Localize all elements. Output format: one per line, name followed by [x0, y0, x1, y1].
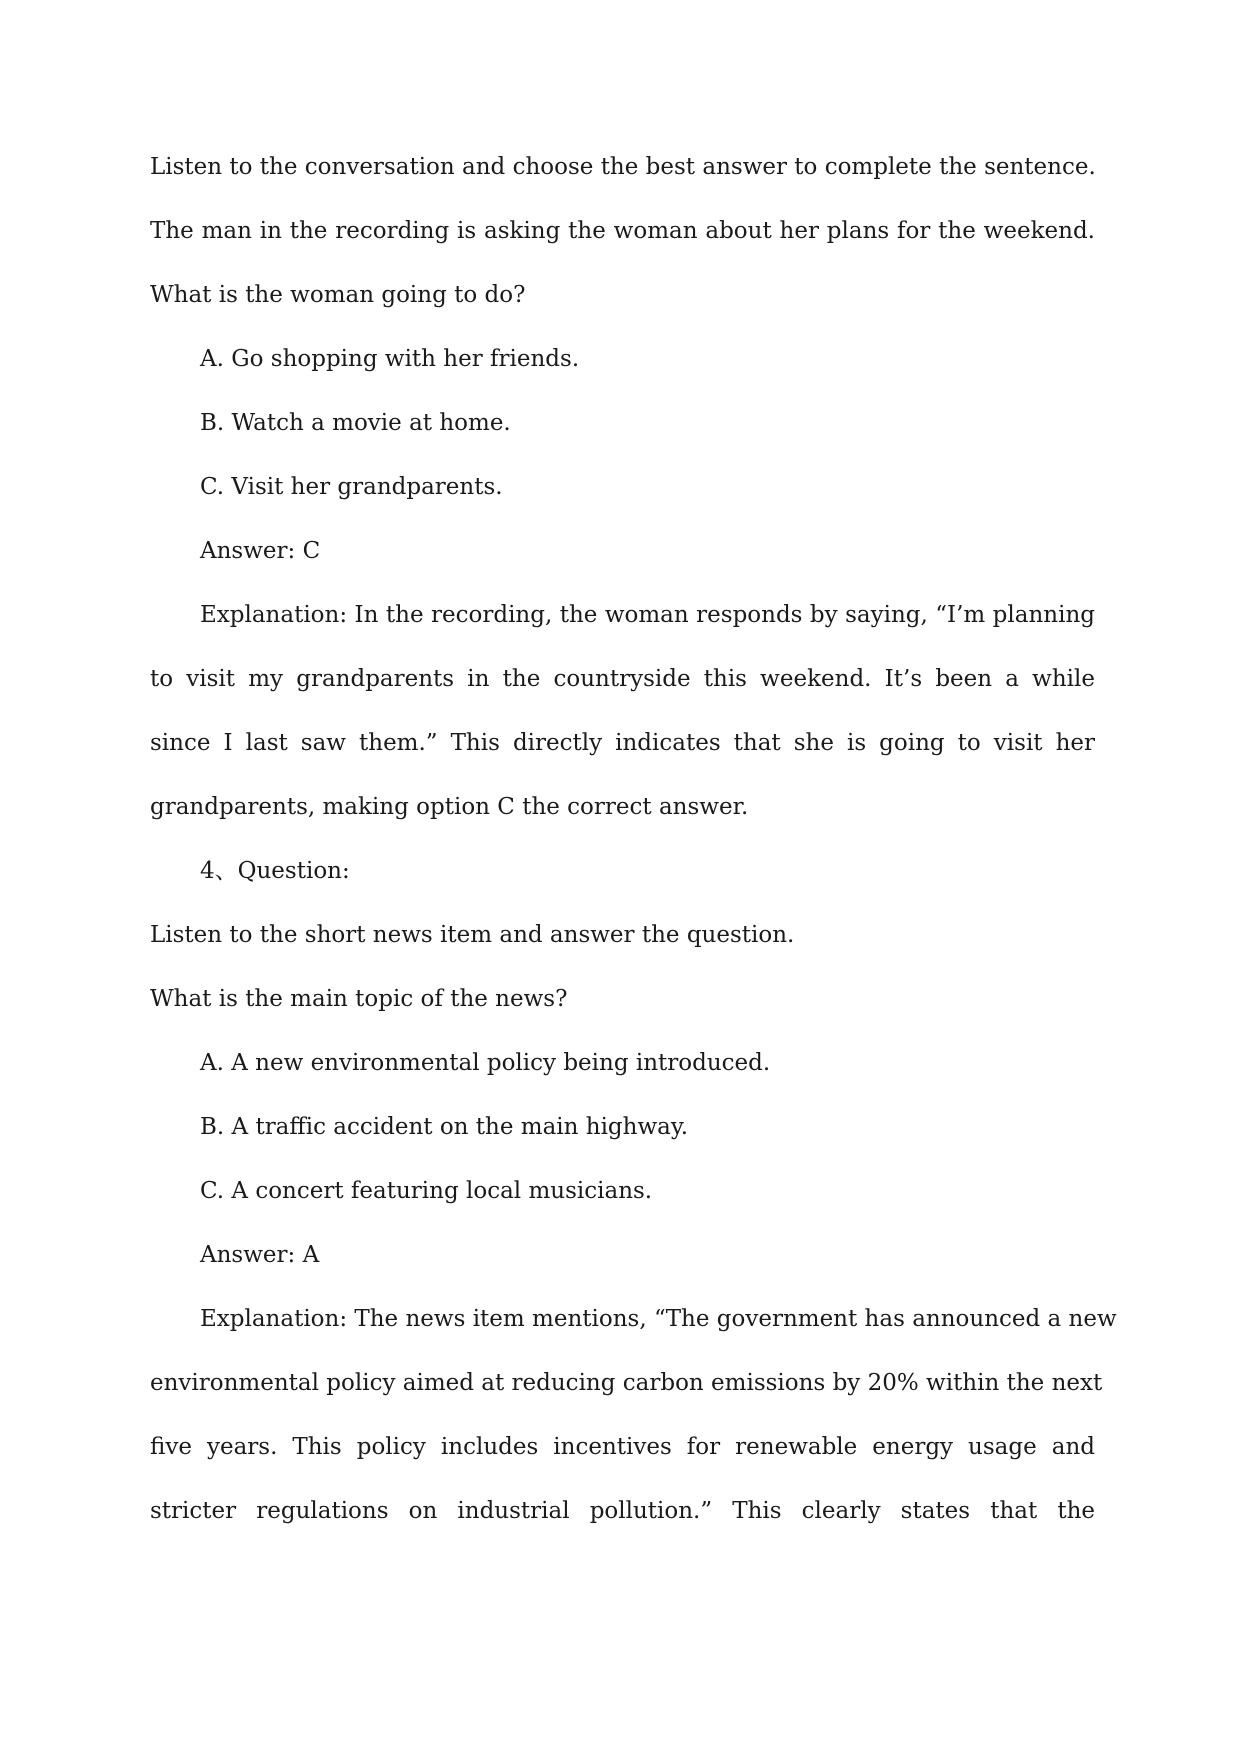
s3-option-c: C. Visit her grandparents. — [200, 474, 503, 500]
s4-explanation-line-2: environmental policy aimed at reducing carbon emissions by 20% within the next — [150, 1370, 1103, 1396]
s3-explanation-line-3: since I last saw them.” This directly indicates that she is going to visit her — [150, 730, 1095, 756]
s4-explanation-line-1: Explanation: The news item mentions, “The government has announced a new — [200, 1306, 1117, 1332]
s4-explanation-line-3: five years. This policy includes incentives for renewable energy usage and — [150, 1434, 1095, 1460]
s3-question: What is the woman going to do? — [150, 282, 526, 308]
s4-option-a: A. A new environmental policy being introduced. — [200, 1050, 771, 1076]
s4-question: What is the main topic of the news? — [150, 986, 568, 1012]
s3-option-b: B. Watch a movie at home. — [200, 410, 511, 436]
s3-context: The man in the recording is asking the woman about her plans for the weekend. — [150, 218, 1095, 244]
s4-explanation-line-4: stricter regulations on industrial pollution.” This clearly states that the — [150, 1498, 1095, 1524]
s4-option-c: C. A concert featuring local musicians. — [200, 1178, 653, 1204]
s4-intro: Listen to the short news item and answer the question. — [150, 922, 795, 948]
s4-answer: Answer: A — [200, 1242, 320, 1268]
s4-option-b: B. A traffic accident on the main highway. — [200, 1114, 689, 1140]
s3-explanation-line-2: to visit my grandparents in the countryside this weekend. It’s been a while — [150, 666, 1095, 692]
s4-heading: 4、Question: — [200, 858, 350, 884]
s3-explanation-line-1: Explanation: In the recording, the woman responds by saying, “I’m planning — [200, 602, 1095, 628]
s3-intro: Listen to the conversation and choose the best answer to complete the sentence. — [150, 154, 1096, 180]
s3-answer: Answer: C — [200, 538, 321, 564]
s3-explanation-line-4: grandparents, making option C the correct answer. — [150, 794, 749, 820]
s3-option-a: A. Go shopping with her friends. — [200, 346, 580, 372]
